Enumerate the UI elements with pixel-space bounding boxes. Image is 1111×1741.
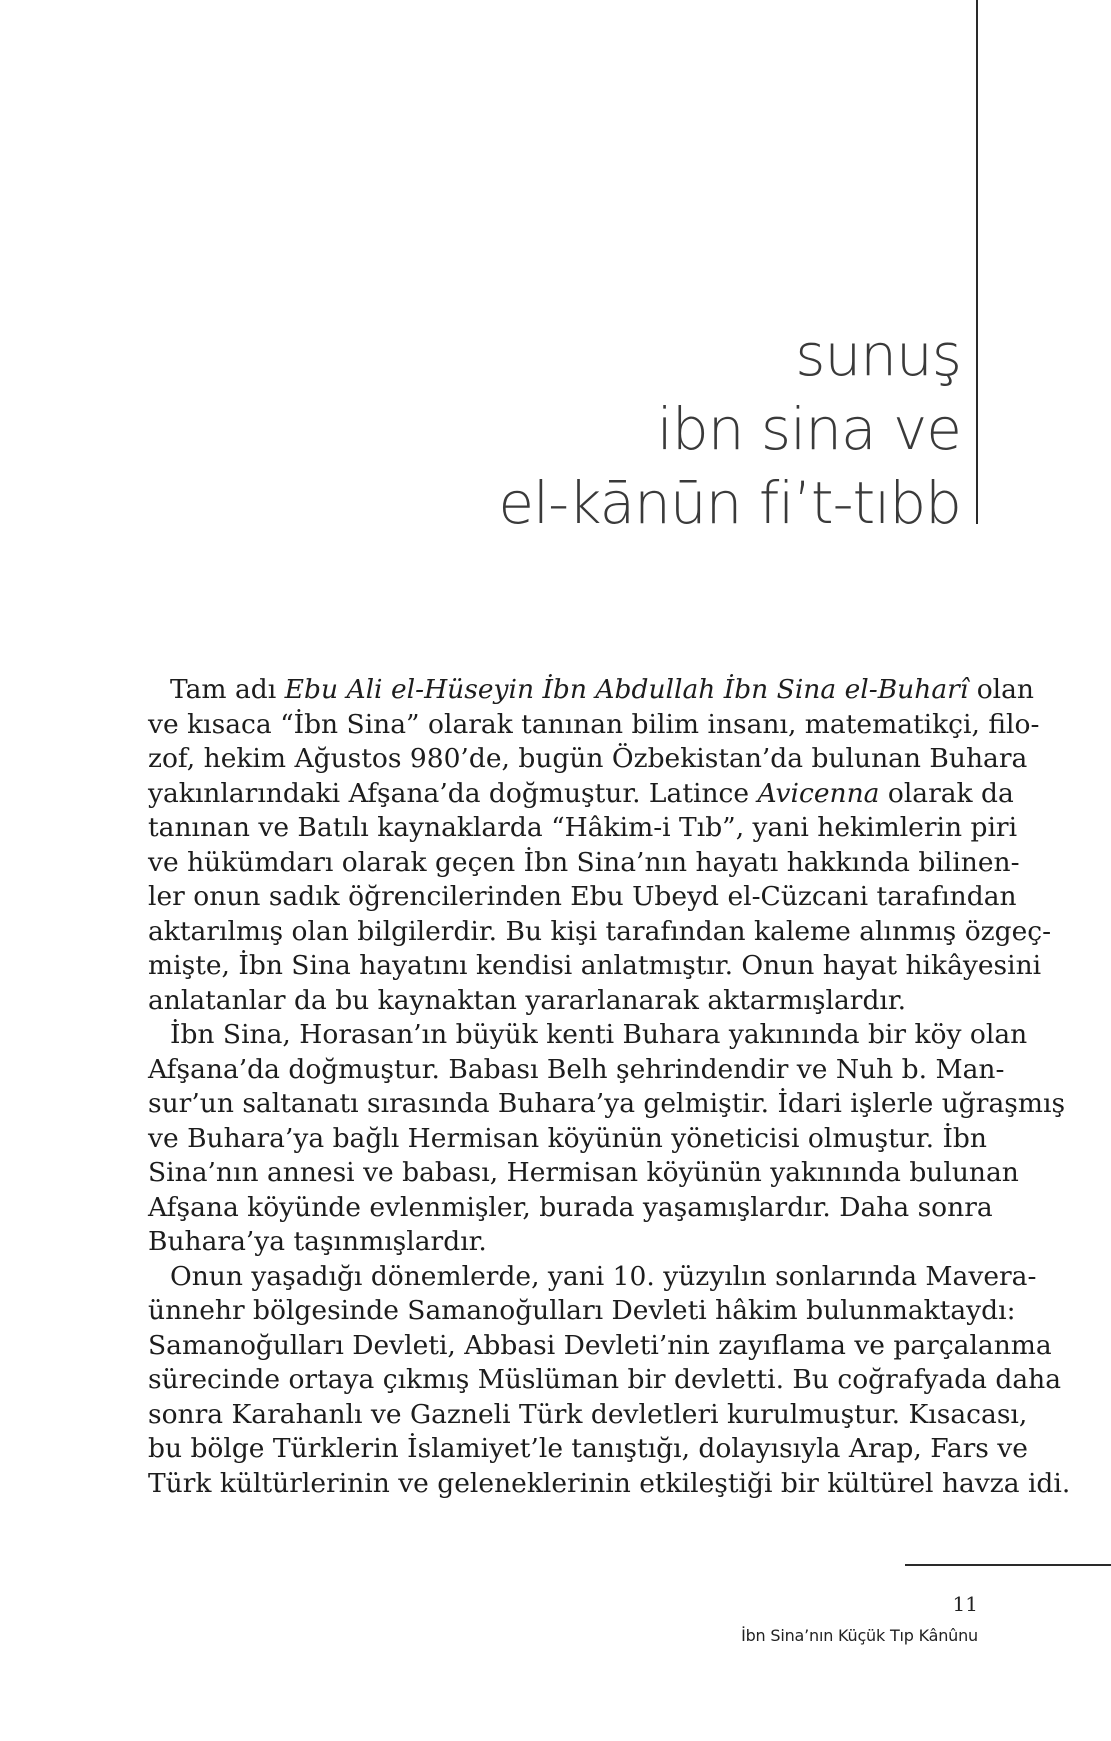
italic-name: Ebu Ali el-Hüseyin İbn Abdullah İbn Sina el-Buharî (284, 674, 969, 705)
text-line: sur’un saltanatı sırasında Buhara’ya gelmiştir. İdari işlerle uğraşmış (148, 1088, 1066, 1119)
chapter-heading (498, 318, 961, 540)
text-line: Tam adı Ebu Ali el-Hüseyin İbn Abdullah İbn Sina el-Buharî olan (170, 674, 1034, 705)
page-number: 11 (952, 1592, 978, 1616)
vertical-rule (976, 0, 978, 524)
text-line: aktarılmış olan bilgilerdir. Bu kişi tarafından kaleme alınmış özgeç- (148, 915, 1052, 947)
text-line: Onun yaşadığı dönemlerde, yani 10. yüzyılın sonlarında Mavera- (170, 1260, 1037, 1292)
text-line: sürecinde ortaya çıkmış Müslüman bir devletti. Bu coğrafyada daha (148, 1364, 1062, 1395)
heading-line: ibn sina ve (656, 395, 961, 463)
text-line: Buhara’ya taşınmışlardır. (148, 1226, 487, 1257)
text-line: bu bölge Türklerin İslamiyet’le tanıştığı, dolayısıyla Arap, Fars ve (148, 1433, 1028, 1464)
text-line: ler onun sadık öğrencilerinden Ebu Ubeyd el-Cüzcani tarafından (148, 881, 1017, 912)
text-line: Afşana köyünde evlenmişler, burada yaşamışlardır. Daha sonra (148, 1191, 993, 1223)
running-footer-title: İbn Sina’nın Küçük Tıp Kânûnu (741, 1626, 978, 1645)
body-text (148, 673, 1071, 1501)
text-line: Sina’nın annesi ve babası, Hermisan köyünün yakınında bulunan (148, 1157, 1019, 1188)
text-line: Türk kültürlerinin ve geleneklerinin etkileştiği bir kültürel havza idi. (148, 1467, 1071, 1499)
heading-line: el-kānūn fi’t-tıbb (498, 469, 961, 537)
footer-rule (905, 1564, 1111, 1566)
text-line: İbn Sina, Horasan’ın büyük kenti Buhara yakınında bir köy olan (170, 1019, 1028, 1050)
text-line: yakınlarındaki Afşana’da doğmuştur. Latince Avicenna olarak da (148, 777, 1014, 809)
text-line: ve Buhara’ya bağlı Hermisan köyünün yöneticisi olmuştur. İbn (148, 1122, 987, 1154)
text-line: anlatanlar da bu kaynaktan yararlanarak aktarmışlardır. (148, 984, 907, 1016)
text-line: Afşana’da doğmuştur. Babası Belh şehrindendir ve Nuh b. Man- (148, 1053, 1005, 1085)
heading-line: sunuş (795, 321, 961, 389)
text-line: ve kısaca “İbn Sina” olarak tanınan bilim insanı, matematikçi, filo- (148, 708, 1040, 740)
text-line: Samanoğulları Devleti, Abbasi Devleti’nin zayıflama ve parçalanma (148, 1329, 1052, 1361)
text-line: tanınan ve Batılı kaynaklarda “Hâkim-i Tıb”, yani hekimlerin piri (148, 812, 1018, 843)
text-line: sonra Karahanlı ve Gazneli Türk devletleri kurulmuştur. Kısacası, (148, 1398, 1028, 1430)
text-line: mişte, İbn Sina hayatını kendisi anlatmıştır. Onun hayat hikâyesini (148, 950, 1042, 981)
text-line: zof, hekim Ağustos 980’de, bugün Özbekistan’da bulunan Buhara (148, 743, 1028, 774)
text-line: ve hükümdarı olarak geçen İbn Sina’nın hayatı hakkında bilinen- (148, 846, 1020, 878)
text-line: ünnehr bölgesinde Samanoğulları Devleti hâkim bulunmaktaydı: (148, 1295, 1016, 1326)
italic-term: Avicenna (757, 777, 880, 809)
